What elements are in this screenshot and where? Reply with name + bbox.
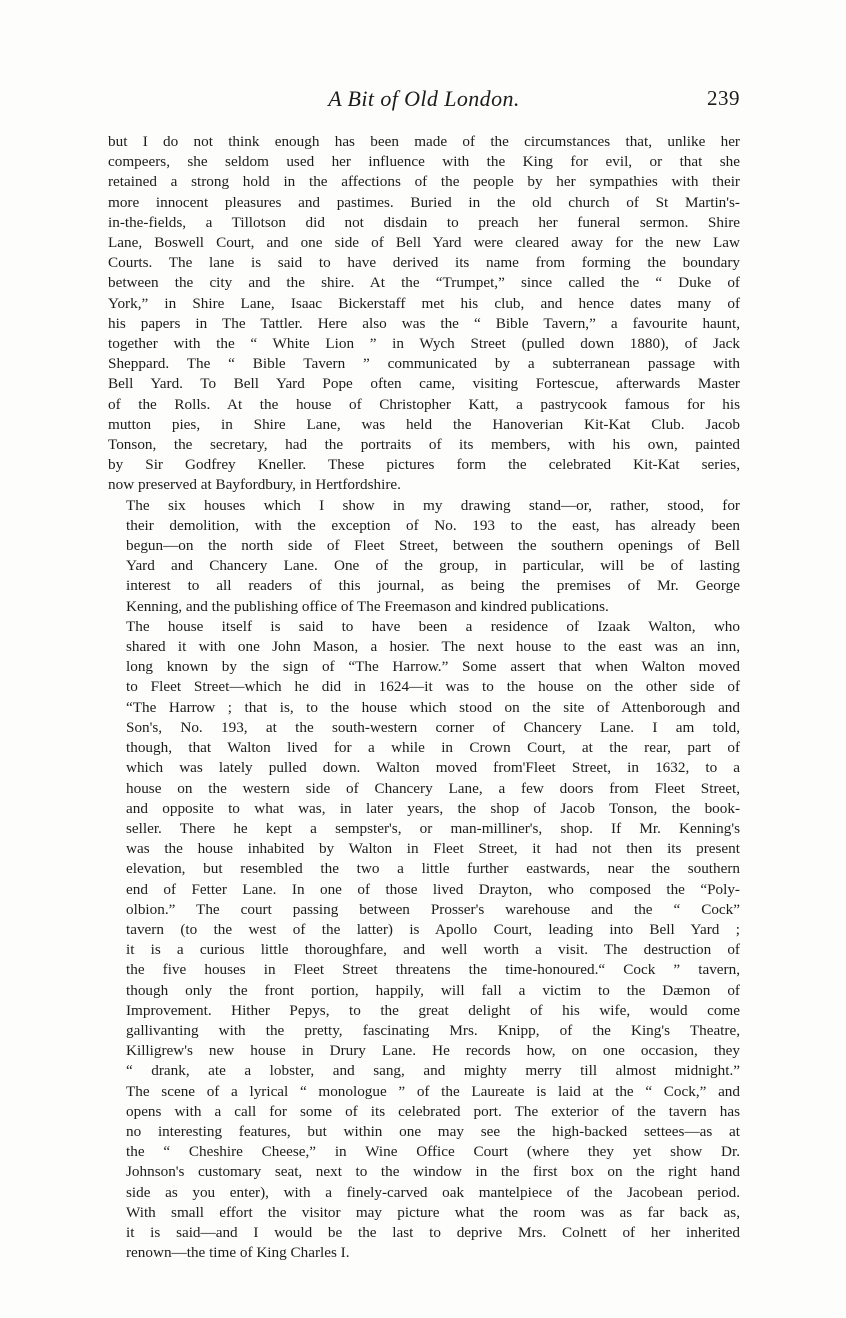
text-line: Sheppard. The “ Bible Tavern ” communicated by a subterranean passage with [108,355,740,373]
text-line: Johnson's customary seat, next to the window in the first box on the right hand [126,1163,740,1181]
text-line: tavern (to the west of the latter) is Apollo Court, leading into Bell Yard ; [126,920,740,938]
text-line: Killigrew's new house in Drury Lane. He records how, on one occasion, they [126,1042,740,1060]
text-line: begun—on the north side of Fleet Street, between the southern openings of Bell [126,537,740,555]
article-body [108,132,740,1263]
text-line: it is said—and I would be the last to deprive Mrs. Colnett of her inherited [126,1223,740,1241]
running-title: A Bit of Old London. [328,86,520,111]
text-line: by Sir Godfrey Kneller. These pictures form the celebrated Kit-Kat series, [108,456,740,474]
text-line: olbion.” The court passing between Prosser's warehouse and the “ Cock” [126,900,740,918]
text-line: Bell Yard. To Bell Yard Pope often came, visiting Fortescue, afterwards Master [108,375,740,393]
text-line: renown—the time of King Charles I. [126,1244,350,1262]
text-line: shared it with one John Mason, a hosier. The next house to the east was an inn, [126,638,740,656]
text-line: retained a strong hold in the affections of the people by her sympathies with their [108,173,740,191]
text-line: house on the western side of Chancery Lane, a few doors from Fleet Street, [126,779,740,797]
text-line: more innocent pleasures and pastimes. Buried in the old church of St Martin's- [108,193,740,211]
text-line: the “ Cheshire Cheese,” in Wine Office Court (where they yet show Dr. [126,1143,740,1161]
text-line: in-the-fields, a Tillotson did not disdain to preach her funeral sermon. Shire [108,213,740,231]
text-line: gallivanting with the pretty, fascinating Mrs. Knipp, of the King's Theatre, [126,1021,740,1039]
page-number: 239 [707,86,740,110]
text-line: The scene of a lyrical “ monologue ” of the Laureate is laid at the “ Cock,” and [126,1082,740,1100]
paragraph-3 [108,617,740,1264]
text-line: Yard and Chancery Lane. One of the group, in particular, will be of lasting [126,557,740,575]
text-line: The six houses which I show in my drawing stand—or, rather, stood, for [126,496,740,514]
text-line: Tonson, the secretary, had the portraits of its members, with his own, painted [108,436,740,454]
text-line: his papers in The Tattler. Here also was the “ Bible Tavern,” a favourite haunt, [108,314,740,332]
text-line: now preserved at Bayfordbury, in Hertfordshire. [108,476,401,494]
text-line: the five houses in Fleet Street threatens the time-honoured.“ Cock ” tavern, [126,961,740,979]
text-line: of the Rolls. At the house of Christopher Katt, a pastrycook famous for his [108,395,740,413]
text-line: which was lately pulled down. Walton moved from'Fleet Street, in 1632, to a [126,759,740,777]
text-line: and opposite to what was, in later years, the shop of Jacob Tonson, the book- [126,799,740,817]
text-line: Kenning, and the publishing office of The Freemason and kindred publications. [126,597,609,615]
text-line: no interesting features, but within one may see the high-backed settees—as at [126,1122,740,1140]
text-line: interest to all readers of this journal, as being the premises of Mr. George [126,577,740,595]
text-line: York,” in Shire Lane, Isaac Bickerstaff met his club, and hence dates many of [108,294,740,312]
text-line: between the city and the shire. At the “Trumpet,” since called the “ Duke of [108,274,740,292]
paragraph-2 [108,496,740,617]
text-line: to Fleet Street—which he did in 1624—it was to the house on the other side of [126,678,740,696]
text-line: long known by the sign of “The Harrow.” Some assert that when Walton moved [126,658,740,676]
text-line: but I do not think enough has been made of the circumstances that, unlike her [108,133,740,150]
text-line: Lane, Boswell Court, and one side of Bell Yard were cleared away for the new Law [108,234,740,252]
text-line: compeers, she seldom used her influence with the King for evil, or that she [108,153,740,171]
running-header [108,86,740,120]
text-line: together with the “ White Lion ” in Wych Street (pulled down 1880), of Jack [108,335,740,353]
text-line: The house itself is said to have been a residence of Izaak Walton, who [126,617,740,635]
text-line: it is a curious little thoroughfare, and well worth a visit. The destruction of [126,941,740,959]
text-line: elevation, but resembled the two a little further eastwards, near the southern [126,860,740,878]
text-line: “ drank, ate a lobster, and sang, and mighty merry till almost midnight.” [126,1062,740,1080]
text-line: though, that Walton lived for a while in Crown Court, at the rear, part of [126,739,740,757]
text-line: With small effort the visitor may picture what the room was as far back as, [126,1203,740,1221]
text-line: Son's, No. 193, at the south-western corner of Chancery Lane. I am told, [126,718,740,736]
text-line: was the house inhabited by Walton in Fleet Street, it had not then its present [126,840,740,858]
text-line: end of Fetter Lane. In one of those lived Drayton, who composed the “Poly- [126,880,740,898]
text-line: Courts. The lane is said to have derived its name from forming the boundary [108,254,740,272]
paragraph-1 [108,132,740,496]
text-line: mutton pies, in Shire Lane, was held the Hanoverian Kit-Kat Club. Jacob [108,415,740,433]
text-line: opens with a call for some of its celebrated port. The exterior of the tavern has [126,1102,740,1120]
text-line: seller. There he kept a sempster's, or man-milliner's, shop. If Mr. Kenning's [126,819,740,837]
text-line: “The Harrow ; that is, to the house which stood on the site of Attenborough and [126,698,740,716]
text-line: their demolition, with the exception of No. 193 to the east, has already been [126,516,740,534]
text-line: Improvement. Hither Pepys, to the great delight of his wife, would come [126,1001,740,1019]
text-line: though only the front portion, happily, will fall a victim to the Dæmon of [126,981,740,999]
text-line: side as you enter), with a finely-carved oak mantelpiece of the Jacobean period. [126,1183,740,1201]
